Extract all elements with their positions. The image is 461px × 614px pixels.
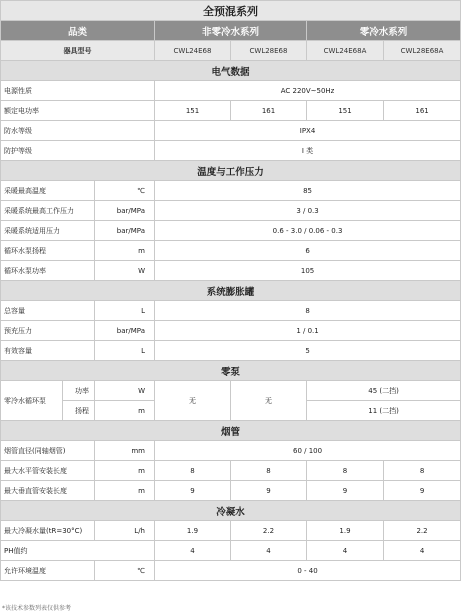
- row-label: 防护等级: [1, 141, 155, 161]
- row-value: 161: [384, 101, 461, 121]
- table-row: [1, 141, 461, 161]
- row-value: 11 (二挡): [307, 401, 461, 421]
- row-value: 9: [307, 481, 384, 501]
- table-row: [1, 221, 461, 241]
- table-row: [1, 261, 461, 281]
- row-value: 4: [307, 541, 384, 561]
- row-value: 1.9: [155, 521, 231, 541]
- row-unit: ℃: [95, 181, 155, 201]
- table-row: [1, 381, 461, 401]
- section-condensate: 冷凝水: [1, 501, 461, 521]
- table-row: [1, 101, 461, 121]
- pump-group-label: 零冷水循环泵: [1, 381, 63, 421]
- row-value: 无: [155, 381, 231, 421]
- row-value: 60 / 100: [155, 441, 461, 461]
- row-unit: ℃: [95, 561, 155, 581]
- row-value: 8: [155, 461, 231, 481]
- row-value: 5: [155, 341, 461, 361]
- table-title: 全预混系列: [1, 1, 461, 21]
- row-unit: bar/MPa: [95, 321, 155, 341]
- row-unit: m: [95, 481, 155, 501]
- section-temp-pressure: 温度与工作压力: [1, 161, 461, 181]
- row-unit: L: [95, 341, 155, 361]
- table-row: [1, 341, 461, 361]
- row-value: 9: [384, 481, 461, 501]
- row-value: 9: [231, 481, 307, 501]
- row-unit: bar/MPa: [95, 221, 155, 241]
- row-label: 电源性质: [1, 81, 155, 101]
- row-label: 防水等级: [1, 121, 155, 141]
- row-label: 总容量: [1, 301, 95, 321]
- category-header: 品类: [1, 21, 155, 41]
- table-row: [1, 461, 461, 481]
- table-row: [1, 321, 461, 341]
- row-label: 允许环境温度: [1, 561, 95, 581]
- row-value: 2.2: [231, 521, 307, 541]
- table-row: [1, 81, 461, 101]
- row-label: 采暖系统适用压力: [1, 221, 95, 241]
- row-unit: m: [95, 241, 155, 261]
- group-non-zero-header: 非零冷水系列: [155, 21, 307, 41]
- table-row: [1, 241, 461, 261]
- table-row: [1, 521, 461, 541]
- row-label: 有效容量: [1, 341, 95, 361]
- table-row: [1, 301, 461, 321]
- row-value: 8: [307, 461, 384, 481]
- section-pump: 零泵: [1, 361, 461, 381]
- row-value: 9: [155, 481, 231, 501]
- row-value: 151: [307, 101, 384, 121]
- row-unit: W: [95, 261, 155, 281]
- row-value: 3 / 0.3: [155, 201, 461, 221]
- row-value: IPX4: [155, 121, 461, 141]
- row-unit: L/h: [95, 521, 155, 541]
- row-unit: mm: [95, 441, 155, 461]
- row-label: 预充压力: [1, 321, 95, 341]
- row-unit: W: [95, 381, 155, 401]
- row-label: 采暖系统最高工作压力: [1, 201, 95, 221]
- table-row: [1, 481, 461, 501]
- row-label: 功率: [63, 381, 95, 401]
- row-value: 6: [155, 241, 461, 261]
- row-unit: L: [95, 301, 155, 321]
- section-electrical: 电气数据: [1, 61, 461, 81]
- row-unit: m: [95, 461, 155, 481]
- row-label: 额定电功率: [1, 101, 155, 121]
- row-value: 105: [155, 261, 461, 281]
- row-label: 最大冷凝水量(tR=30°C): [1, 521, 95, 541]
- model-name: CWL28E68A: [384, 41, 461, 61]
- table-row: [1, 121, 461, 141]
- model-label: 器具型号: [1, 41, 155, 61]
- row-value: 1.9: [307, 521, 384, 541]
- row-unit: m: [95, 401, 155, 421]
- row-value: 4: [384, 541, 461, 561]
- footnote: *该技术参数列表仅供参考: [2, 605, 72, 612]
- table-row: [1, 561, 461, 581]
- row-value: 1 / 0.1: [155, 321, 461, 341]
- row-value: 8: [384, 461, 461, 481]
- row-label: 最大垂直管安装长度: [1, 481, 95, 501]
- row-value: 45 (二挡): [307, 381, 461, 401]
- row-value: 161: [231, 101, 307, 121]
- row-value: 2.2: [384, 521, 461, 541]
- row-value: 85: [155, 181, 461, 201]
- row-label: PH值约: [1, 541, 155, 561]
- row-value: 4: [155, 541, 231, 561]
- row-value: I 类: [155, 141, 461, 161]
- row-value: 0 - 40: [155, 561, 461, 581]
- row-label: 烟管直径(同轴烟管): [1, 441, 95, 461]
- row-value: 151: [155, 101, 231, 121]
- row-value: AC 220V~50Hz: [155, 81, 461, 101]
- section-flue: 烟管: [1, 421, 461, 441]
- row-label: 循环水泵功率: [1, 261, 95, 281]
- table-row: [1, 201, 461, 221]
- row-unit: bar/MPa: [95, 201, 155, 221]
- table-row: [1, 181, 461, 201]
- table-row: [1, 541, 461, 561]
- row-label: 扬程: [63, 401, 95, 421]
- row-value: 无: [231, 381, 307, 421]
- model-name: CWL24E68A: [307, 41, 384, 61]
- row-value: 0.6 - 3.0 / 0.06 - 0.3: [155, 221, 461, 241]
- row-label: 循环水泵扬程: [1, 241, 95, 261]
- model-name: CWL28E68: [231, 41, 307, 61]
- row-value: 4: [231, 541, 307, 561]
- group-zero-header: 零冷水系列: [307, 21, 461, 41]
- row-label: 采暖最高温度: [1, 181, 95, 201]
- row-label: 最大水平管安装长度: [1, 461, 95, 481]
- row-value: 8: [231, 461, 307, 481]
- model-name: CWL24E68: [155, 41, 231, 61]
- row-value: 8: [155, 301, 461, 321]
- table-row: [1, 441, 461, 461]
- section-expansion: 系统膨胀罐: [1, 281, 461, 301]
